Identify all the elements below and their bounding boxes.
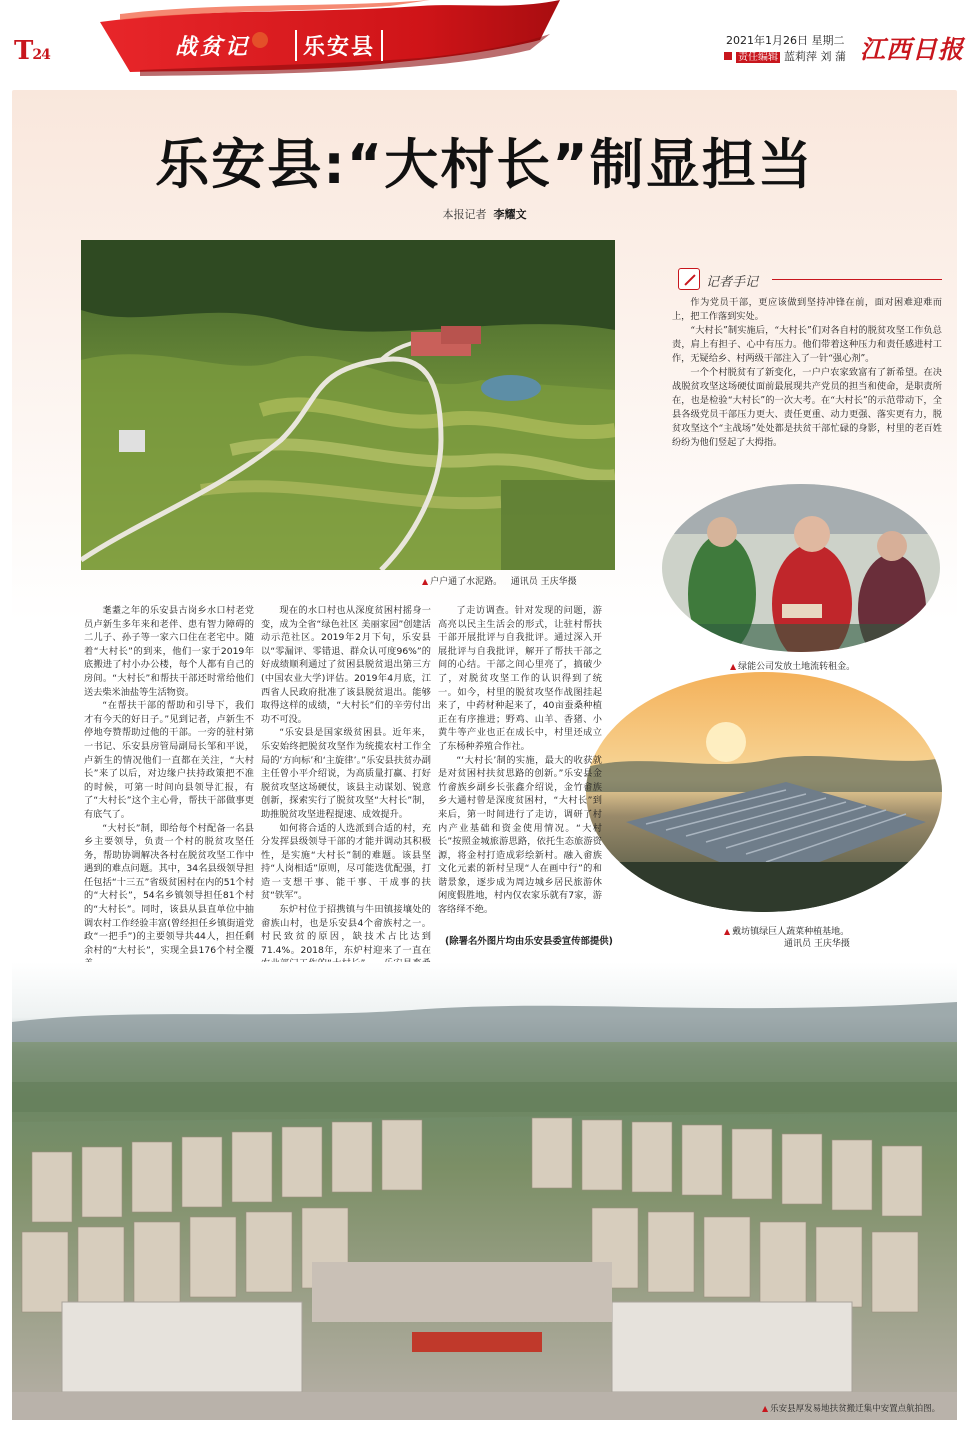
note-paragraph: 作为党员干部，更应该做到坚持冲锋在前，面对困难迎难而上，把工作落到实处。 xyxy=(672,297,942,322)
headline: 乐安县:“大村长”制显担当 xyxy=(155,133,814,196)
dividend-photo-caption: ▲ 绿能公司发放土地流转租金。 xyxy=(730,662,856,672)
article-paragraph: “‘大村长’制的实施，最大的收获就是对贫困村扶贫思路的创新。”乐安县金竹畲族乡副乡长张鑫介绍说，金竹畲族乡大通村曾是深度贫困村，“大村长”到来后，第一时间进行了走访，调研了村内产业基础和资金使用情况。“大村长”按照金城旅游思路，依托生态旅游资源，将金村打造成彩绘新村。融入畲族文化元素的新村呈现“人在画中行”的和谐景象，逐步成为周边城乡居民旅游休闲度假胜地，村内仅农家乐就有7家，游客络绎不绝。 xyxy=(438,754,602,916)
photo-credit-note: (除署名外图片均由乐安县委宣传部提供) xyxy=(445,936,613,947)
dateline: 2021年1月26日 星期二 xyxy=(726,34,845,47)
terrace-photo-caption: ▲ 户户通了水泥路。 通讯员 王庆华摄 xyxy=(422,577,577,587)
article-paragraph: 耄耋之年的乐安县古岗乡水口村老党员卢新生多年来和老伴、患有智力障碍的二儿子、孙子等一家六口住在老宅中。随着“大村长”的到来，他们一家于2019年底搬进了村小办公楼，每个人都有自己的房间。“大村长”和帮扶干部还时常给他们送去柴米油盐等生活物资。 xyxy=(84,605,254,698)
resettlement-aerial-image xyxy=(12,962,957,1420)
greenhouse-image xyxy=(586,672,942,912)
article-column-2 xyxy=(261,604,431,998)
triangle-marker-icon: ▲ xyxy=(724,927,731,936)
byline: 本报记者 李耀文 xyxy=(442,208,527,221)
triangle-marker-icon: ▲ xyxy=(762,1404,769,1413)
resettlement-photo-caption: ▲ 乐安县厚发易地扶贫搬迁集中安置点航拍图。 xyxy=(762,1404,941,1414)
article-paragraph: 了走访调查。针对发现的问题，游高亮以民主生活会的形式，让驻村帮扶干部开展批评与自我批评。通过深入开展批评与自我批评，解开了帮扶干部之间的心结。干部之间心里亮了，搞破少了，对脱贫攻坚工作的认识得到了统一。如今，村里的脱贫攻坚作战图挂起来了，中药材种起来了，40亩蚕桑种植正在有序推进；野鸡、山羊、香猪、小黄牛等产业也正在成长中，村里还成立了东杨种养殖合作社。 xyxy=(438,605,602,752)
greenhouse-photo xyxy=(586,672,942,912)
editor-line xyxy=(724,48,846,64)
greenhouse-photo-caption: ▲ 戴坊镇绿巨人蔬菜种植基地。 通讯员 王庆华摄 xyxy=(724,927,850,949)
county-tag: 乐安县 xyxy=(295,30,383,61)
note-paragraph: 一个个村脱贫有了新变化，一户户农家致富有了新希望。在决战脱贫攻坚这场硬仗面前最展现共产党员的担当和使命，是职责所在，也是检验“大村长”的一次大考。在“大村长”的示范带动下，全县各级党员干部压力更大、责任更重、动力更强、落实更有力，脱贫攻坚这个“主战场”处处都是扶贫干部忙碌的身影，村里的老百姓纷纷为他们竖起了大拇指。 xyxy=(672,367,942,448)
reporter-note-title: 记者手记 xyxy=(706,275,759,290)
article-paragraph: 如何将合适的人选派到合适的村，充分发挥县级领导干部的才能并调动其积极性，是实施“大村长”制的难题。该县坚持“人岗相适”原则，尽可能选优配强，打造一支想干事、能干事、干成事的扶贫“铁军”。 xyxy=(261,822,431,902)
article-paragraph: 现在的水口村也从深度贫困村摇身一变，成为全省“绿色社区 美丽家园”创建活动示范社区。2019年2月下旬，乐安县以“零漏评、零错退、群众认可度96%”的好成绩顺利通过了贫困县脱贫退出第三方(中国农业大学)评估。2019年4月底，江西省人民政府批准了该县脱贫退出。能够取得这样的成绩，“大村长”们的辛劳付出功不可没。 xyxy=(261,605,431,725)
reporter-note-header xyxy=(672,268,942,290)
article-paragraph: 东炉村位于招携镇与牛田镇接壤处的畲族山村，也是乐安县4个畲族村之一。村民致贫的原因，缺技术占比达到71.4%。2018年，东炉村迎来了一直在 xyxy=(261,904,431,956)
pen-icon xyxy=(678,268,700,290)
dividend-photo xyxy=(662,484,940,652)
masthead xyxy=(0,0,969,86)
terrace-aerial-image xyxy=(81,240,615,570)
reporter-note-body xyxy=(672,296,942,450)
article-paragraph: “大村长”制，即给每个村配备一名县乡主要领导，负责一个村的脱贫攻坚任务，帮助协调解决各村在脱贫攻坚工作中遇到的难点问题。其中，34名县级领导担任包括“十三五”省级贫困村在内的51个村的“大村长”，54名乡镇领导担任81个村的“大村长”。同时，该县从县直单位中抽调农村工作经验丰富(曾经担任乡镇街道党政“一把手”)的主要领导共44人，担任剩余村的“大村长”，实现全县176个村全覆 xyxy=(84,822,254,956)
triangle-marker-icon: ▲ xyxy=(730,662,737,671)
article-column-3 xyxy=(438,604,602,917)
terrace-aerial-photo xyxy=(81,240,615,570)
article-paragraph: “在帮扶干部的帮助和引导下，我们才有今天的好日子。”见到记者，卢新生不停地夸赞帮助过他的干部。一旁的驻村第一书记、乐安县房管局副局长邹和平说，卢新生的情况他们一直都在关注，“大村长”来了以后，对边缘户扶持政策把不准的时候，可第一时间向县领导汇报，有了“大村长”这个主心骨，帮扶干部做事更有底气了。 xyxy=(84,700,254,820)
triangle-marker-icon: ▲ xyxy=(422,577,429,586)
red-square-icon xyxy=(724,52,732,60)
editor-role-label: 责任编辑 xyxy=(738,52,778,63)
newspaper-logo: 江西日报 xyxy=(860,35,965,64)
page-number: T24 xyxy=(14,36,50,66)
resettlement-aerial-photo xyxy=(12,962,957,1420)
article-column-1 xyxy=(84,604,254,985)
column-name: 战贫记 xyxy=(175,34,251,60)
dividend-image xyxy=(662,484,940,652)
divider xyxy=(772,279,942,280)
note-paragraph: “大村长”制实施后，“大村长”们对各自村的脱贫攻坚工作负总责，肩上有担子、心中有压力。他们带着这种压力和责任感进村工作，无疑给乡、村两级干部注入了一针“强心剂”。 xyxy=(672,325,942,364)
article-paragraph: “乐安县是国家级贫困县。近年来，乐安始终把脱贫攻坚作为统揽农村工作全局的‘方向标’和‘主旋律’。”乐安县扶贫办副主任曾小平介绍说，为高质量打赢、打好脱贫攻坚这场硬仗，该县主动谋划、锐意创新，探索实行了脱贫攻坚“大村长”制，助推脱贫攻坚进程提速、成效提升。 xyxy=(261,727,431,820)
editor-names: 蓝莉萍 刘 蒲 xyxy=(784,50,846,63)
